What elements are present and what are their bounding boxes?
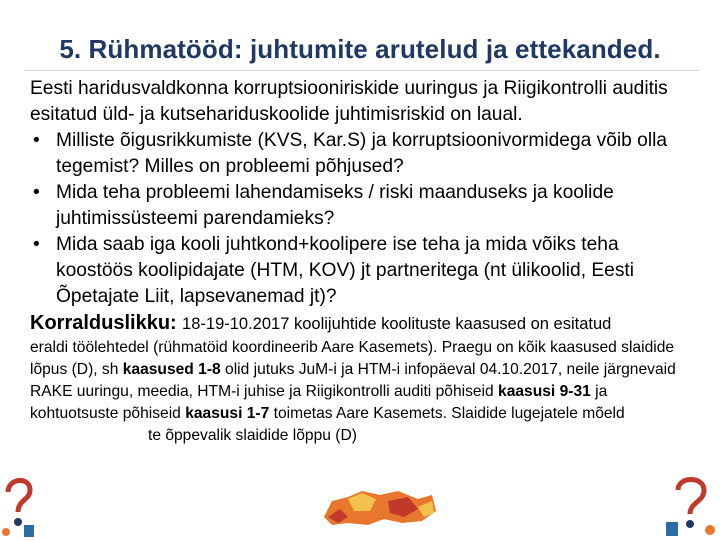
europe-map-icon [318,487,438,527]
list-item-text: Mida teha probleemi lahendamiseks / riski maanduseks ja koolide juhtimissüsteemi parendamieks? [56,182,614,229]
case-text: olid jutuks JuM-i ja HTM-i infopäeval 04.10.2017, neile järgnevaid RAKE uuringu, meedia, HTM-i juhise ja Riigikontrolli auditi põhiseid [30,361,676,400]
list-item [30,128,700,180]
case-range: kaasusi 9-31 [498,383,591,400]
list-item-text: Mida saab iga kooli juhtkond+koolipere ise teha ja mida võiks teha koostöös koolipidajate (HTM, KOV) jt partneritega (nt ülikoolid, Eesti Õpetajate Liit, lapsevanemad jt)? [56,234,635,307]
bullet-icon: • [33,234,40,255]
list-item [30,180,700,232]
case-range: kaasusi 1-7 [185,405,270,422]
case-range: kaasused 1-8 [122,361,221,378]
title-divider [24,70,700,71]
question-mark-figure-icon [0,470,40,540]
question-list [30,128,700,310]
organisational-line [30,310,700,337]
organisational-label: Korralduslikku: [30,312,177,334]
slide-title: 5. Rühmatööd: juhtumite arutelud ja ettekanded. [59,34,661,64]
case-text: te õppevalik slaidide lõppu (D) [148,427,357,444]
organisational-date-text: 18-19-10.2017 koolijuhtide koolituste kaasused on esitatud [182,315,612,333]
bullet-icon: • [33,182,40,203]
slide-body [30,76,700,447]
question-mark-figure-icon [660,470,720,540]
intro-text: Eesti haridusvaldkonna korruptsiooniriskide uuringus ja Riigikontrolli auditis esitatud üld- ja kutsehariduskoolide juhtimisriskid on laual. [30,78,668,125]
case-description [30,337,696,447]
bullet-icon: • [33,130,40,151]
list-item-text: Milliste õigusrikkumiste (KVS, Kar.S) ja korruptsioonivormidega võib olla tegemist? Milles on probleemi põhjused? [56,130,668,177]
case-text: eraldi töölehtedel (rühmatöid koordineerib Aare Kasemets). Praegu on kõik kaasused slaidide lõpus (D), sh [30,339,675,378]
list-item [30,232,700,310]
case-text: toimetas Aare Kasemets. Slaidide lugejatele mõeld [269,405,625,422]
case-text: ja kohtuotsuste põhiseid [30,383,608,422]
